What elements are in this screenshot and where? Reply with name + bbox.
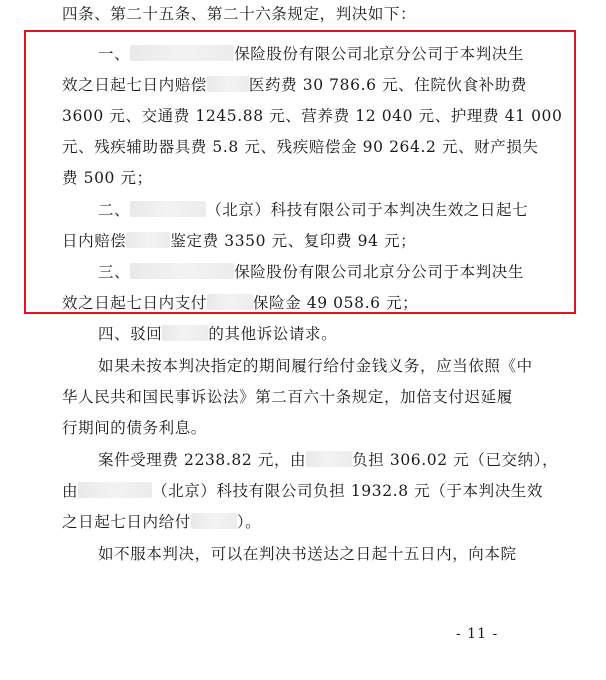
redacted-name [130, 45, 234, 61]
item4-text: 的其他诉讼请求。 [208, 325, 338, 343]
item1-line1 [98, 44, 524, 64]
delay-para-line3: 行期间的债务利息。 [62, 419, 207, 437]
item1-line3: 3600 元、交通费 1245.88 元、营养费 12 040 元、护理费 41 000 [62, 107, 563, 125]
item2-line2-a: 日内赔偿 [62, 232, 127, 250]
item1-line2 [62, 75, 527, 95]
item3-line2-a: 效之日起七日内支付 [62, 294, 207, 312]
item3-prefix: 三、 [98, 263, 131, 281]
delay-para-line1: 如果未按本判决指定的期间履行给付金钱义务，应当依照《中 [98, 357, 533, 375]
item1-line1-text: 保险股份有限公司北京分公司于本判决生 [234, 45, 525, 63]
item1-line2-a: 效之日起七日内赔偿 [62, 76, 207, 94]
item1-prefix: 一、 [98, 45, 131, 63]
redacted-name [78, 482, 152, 498]
redacted-name [130, 263, 234, 279]
redacted-name [207, 294, 253, 310]
intro-line: 四条、第二十五条、第二十六条规定，判决如下： [62, 5, 417, 23]
item2-prefix: 二、 [98, 201, 131, 219]
fee-line1-a: 案件受理费 2238.82 元，由 [98, 451, 307, 469]
fee-line3-a: 之日起七日内给付 [62, 513, 191, 531]
page-number: - 11 - [456, 626, 499, 642]
fee-line3 [62, 512, 261, 532]
item4-line [98, 324, 337, 344]
appeal-line: 如不服本判决，可以在判决书送达之日起十五日内，向本院 [98, 545, 517, 563]
item2-line2 [62, 231, 416, 251]
item4-prefix: 四、驳回 [98, 325, 163, 343]
item2-line1 [98, 200, 528, 220]
item1-line5: 费 500 元； [62, 169, 153, 187]
redacted-name [191, 513, 237, 529]
item1-line2-b: 医药费 30 786.6 元、住院伙食补助费 [248, 76, 527, 94]
delay-para-line2: 华人民共和国民事诉讼法》第二百六十条规定，加倍支付迟延履 [62, 388, 513, 406]
fee-line2-a: 由 [62, 482, 79, 500]
item3-line2 [62, 293, 418, 313]
item3-line1-text: 保险股份有限公司北京分公司于本判决生 [234, 263, 525, 281]
item2-line1-text: （北京）科技有限公司于本判决生效之日起七 [206, 201, 529, 219]
redacted-name [306, 451, 352, 467]
fee-line1-b: 负担 306.02 元（已交纳）， [352, 451, 559, 469]
item3-line2-b: 保险金 49 058.6 元； [252, 294, 419, 312]
fee-line1 [98, 450, 558, 470]
redacted-name [130, 201, 206, 217]
item2-line2-b: 鉴定费 3350 元、复印费 94 元； [170, 232, 417, 250]
fee-line3-b: ）。 [236, 513, 262, 531]
fee-line2 [62, 481, 543, 501]
fee-line2-b: （北京）科技有限公司负担 1932.8 元（于本判决生效 [152, 482, 543, 500]
redacted-name [207, 76, 249, 92]
item3-line1 [98, 262, 524, 282]
redacted-name [162, 325, 208, 341]
redacted-name [126, 232, 170, 248]
item1-line4: 元、残疾辅助器具费 5.8 元、残疾赔偿金 90 264.2 元、财产损失 [62, 138, 539, 156]
